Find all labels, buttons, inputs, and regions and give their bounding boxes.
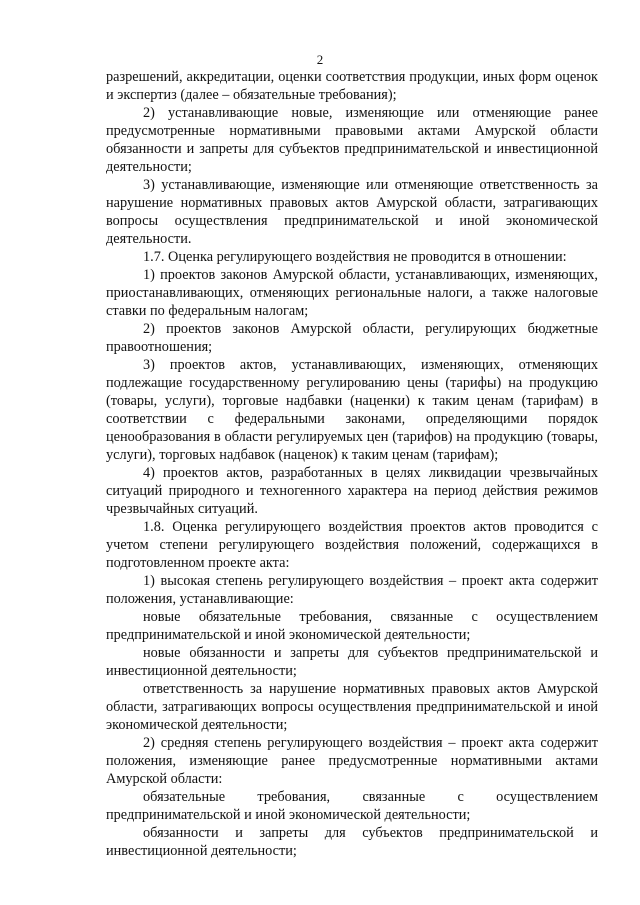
paragraph-13: ответственность за нарушение нормативных правовых актов Амурской области, затрагивающих вопросы осуществления предпринимательской и иной экономической деятельности; [106, 681, 598, 733]
paragraph-3: 3) устанавливающие, изменяющие или отменяющие ответственность за нарушение нормативных правовых актов Амурской области, затрагивающих вопросы осуществления предпринимательской и иной экономической деятельности. [106, 177, 598, 247]
document-body [106, 68, 598, 860]
paragraph-11: новые обязательные требования, связанные с осуществлением предпринимательской и иной экономической деятельности; [106, 609, 598, 643]
paragraph-15: обязательные требования, связанные с осуществлением предпринимательской и иной экономической деятельности; [106, 789, 598, 823]
paragraph-5: 1) проектов законов Амурской области, устанавливающих, изменяющих, приостанавливающих, отменяющих региональные налоги, а также налоговые ставки по федеральным налогам; [106, 267, 598, 319]
paragraph-4: 1.7. Оценка регулирующего воздействия не проводится в отношении: [143, 249, 567, 265]
page-number: 2 [316, 52, 324, 67]
paragraph-10: 1) высокая степень регулирующего воздействия – проект акта содержит положения, устанавливающие: [106, 573, 598, 607]
paragraph-8: 4) проектов актов, разработанных в целях ликвидации чрезвычайных ситуаций природного и техногенного характера на период действия режимов чрезвычайных ситуаций. [106, 465, 598, 517]
paragraph-14: 2) средняя степень регулирующего воздействия – проект акта содержит положения, изменяющие ранее предусмотренные нормативными актами Амурской области: [106, 735, 598, 787]
paragraph-6: 2) проектов законов Амурской области, регулирующих бюджетные правоотношения; [106, 321, 598, 355]
paragraph-2: 2) устанавливающие новые, изменяющие или отменяющие ранее предусмотренные нормативными правовыми актами Амурской области обязанности и запреты для субъектов предпринимательской и инвестиционной деятельности; [106, 105, 598, 175]
paragraph-7: 3) проектов актов, устанавливающих, изменяющих, отменяющих подлежащие государственному регулированию цены (тарифы) на продукцию (товары, услуги), торговые надбавки (наценки) к таким ценам (тарифам) в соответствии с федеральными законами, определяющими порядок ценообразования в области регулируемых цен (тарифов) на продукцию (товары, услуги), торговых надбавок (наценок) к таким ценам (тарифам); [106, 357, 598, 463]
paragraph-16: обязанности и запреты для субъектов предпринимательской и инвестиционной деятельности; [106, 825, 598, 859]
paragraph-9: 1.8. Оценка регулирующего воздействия проектов актов проводится с учетом степени регулирующего воздействия положений, содержащихся в подготовленном проекте акта: [106, 519, 598, 571]
paragraph-12: новые обязанности и запреты для субъектов предпринимательской и инвестиционной деятельности; [106, 645, 598, 679]
paragraph-1: разрешений, аккредитации, оценки соответствия продукции, иных форм оценок и экспертиз (далее – обязательные требования); [106, 69, 598, 103]
